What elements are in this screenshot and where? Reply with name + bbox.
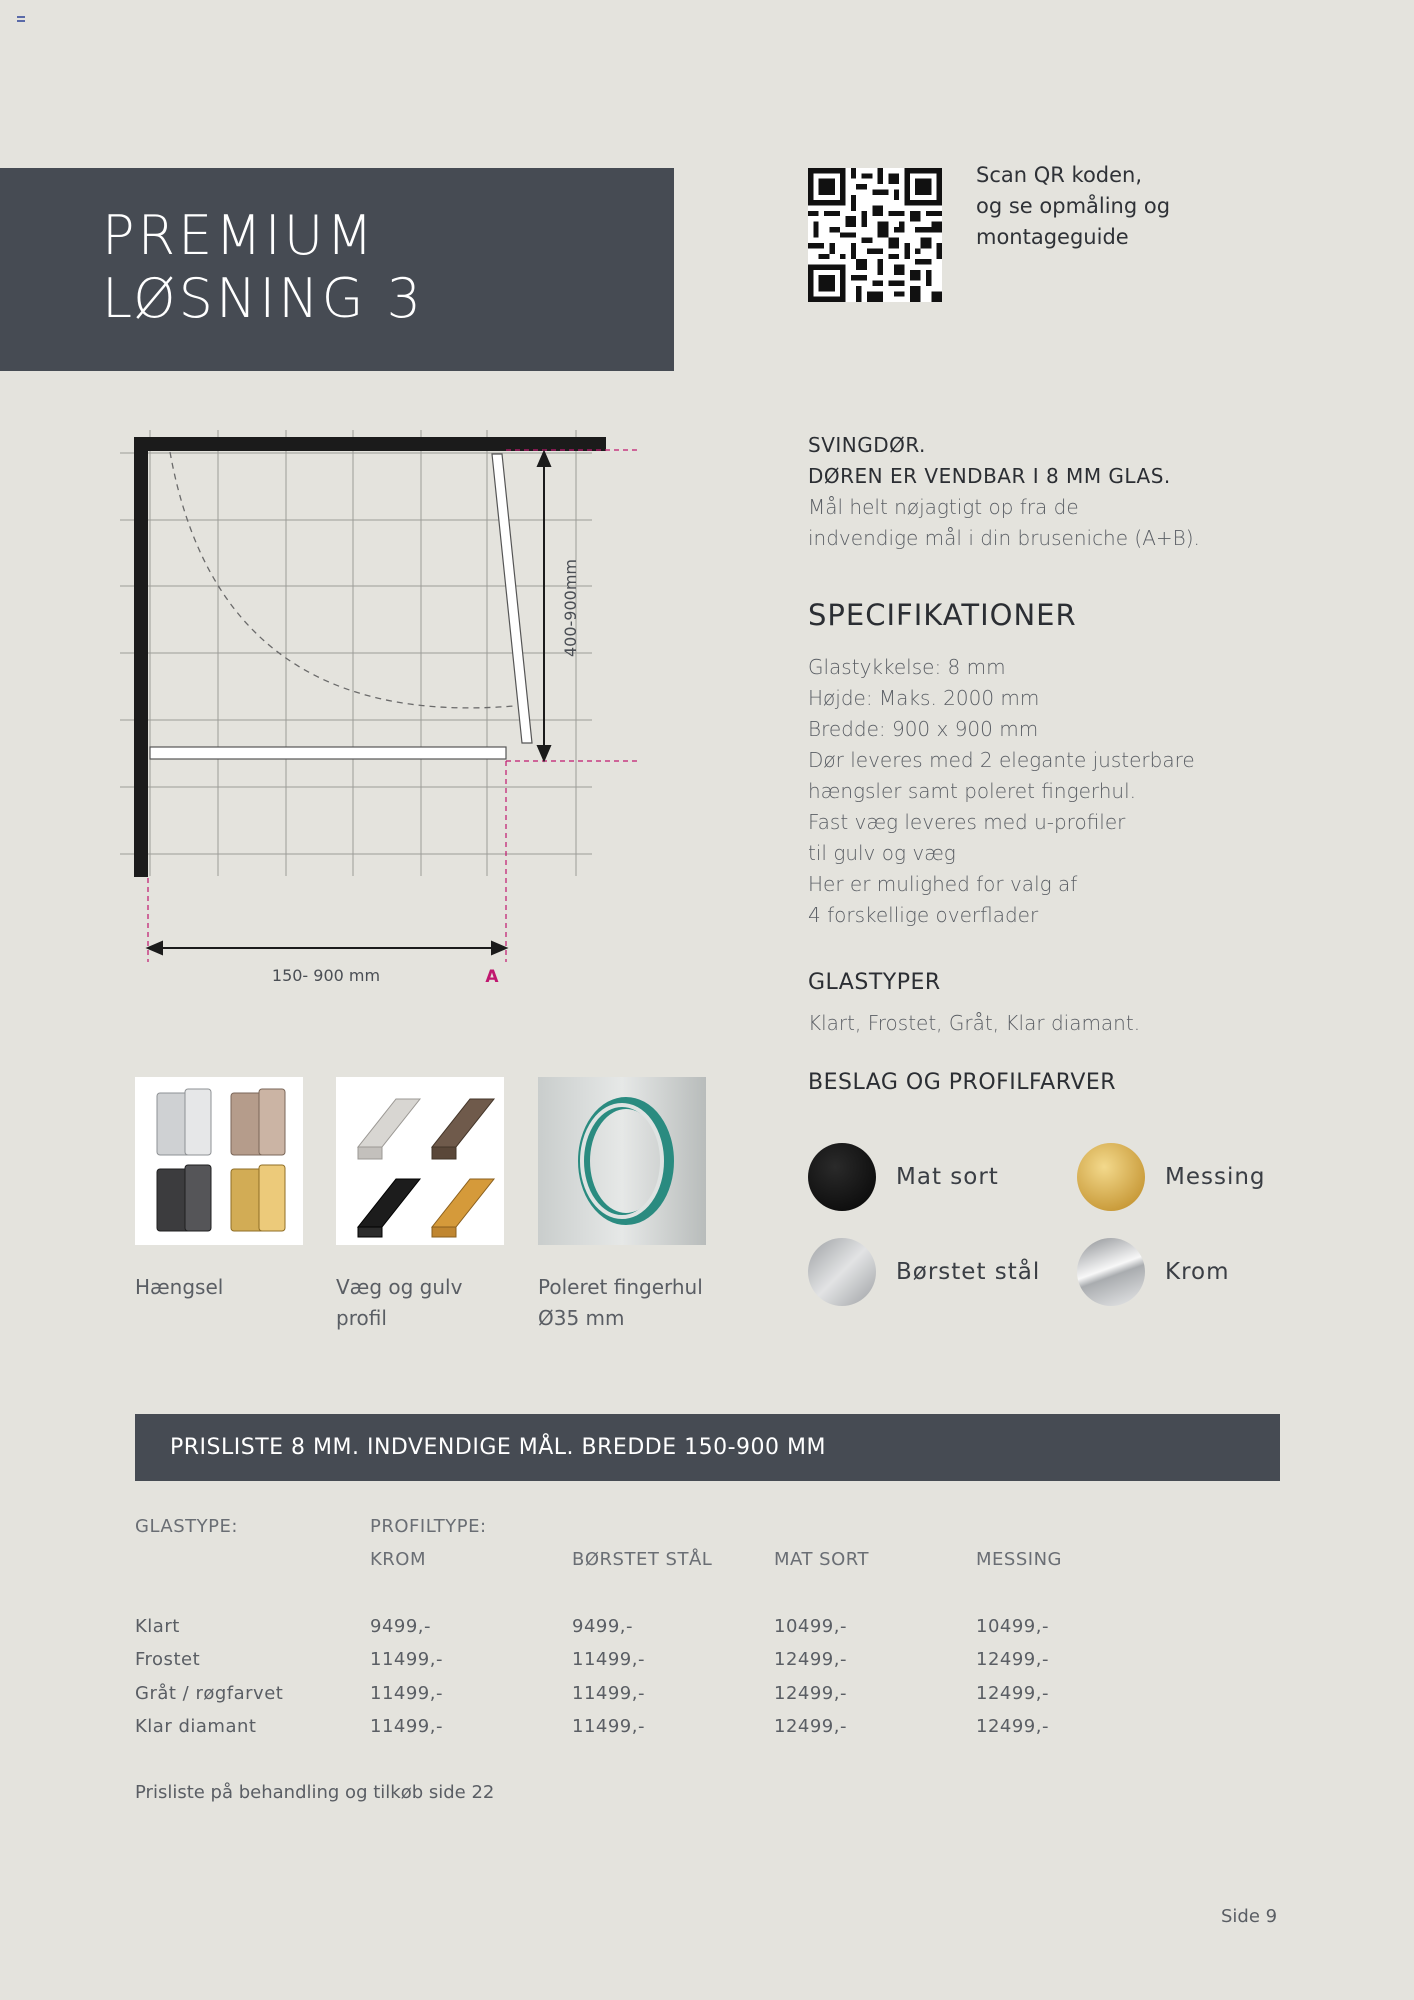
hinge-label: Hængsel xyxy=(135,1275,224,1299)
column-header: MESSING xyxy=(976,1549,1062,1570)
spec-line: Fast væg leveres med u-profiler xyxy=(808,810,1126,834)
specs-list xyxy=(808,652,1328,931)
brass-swatch-icon xyxy=(1077,1143,1145,1211)
finger-hole-label: Poleret fingerhul Ø35 mm xyxy=(538,1275,703,1330)
swatch-krom: Krom xyxy=(1077,1237,1230,1307)
spec-line: Bredde: 900 x 900 mm xyxy=(808,717,1039,741)
swatch-messing: Messing xyxy=(1077,1142,1266,1212)
swatch-borstet-staal: Børstet stål xyxy=(808,1237,1040,1307)
price-cell: 11499,- xyxy=(572,1716,645,1737)
spec-line: Højde: Maks. 2000 mm xyxy=(808,686,1040,710)
spec-line: hængsler samt poleret fingerhul. xyxy=(808,779,1137,803)
hinge-icon xyxy=(135,1077,303,1245)
price-cell: 10499,- xyxy=(976,1616,1049,1637)
qr-code-icon[interactable] xyxy=(808,168,942,302)
price-cell: 9499,- xyxy=(572,1616,634,1637)
price-cell: 12499,- xyxy=(976,1716,1049,1737)
fittings-heading: BESLAG OG PROFILFARVER xyxy=(808,1070,1117,1095)
price-footnote: Prisliste på behandling og tilkøb side 22 xyxy=(135,1782,495,1803)
measure-note-2: indvendige mål i din bruseniche (A+B). xyxy=(808,526,1200,550)
spec-line: til gulv og væg xyxy=(808,841,956,865)
spec-line: Dør leveres med 2 elegante justerbare xyxy=(808,748,1195,772)
row-glass-type: Gråt / røgfarvet xyxy=(135,1683,284,1704)
title-line-1: PREMIUM xyxy=(102,204,376,267)
price-cell: 11499,- xyxy=(370,1683,443,1704)
price-cell: 12499,- xyxy=(976,1649,1049,1670)
height-dimension-label: 400-900mm xyxy=(561,558,580,658)
specs-heading: SPECIFIKATIONER xyxy=(808,598,1077,632)
price-cell: 12499,- xyxy=(774,1683,847,1704)
u-profile-icon xyxy=(336,1077,504,1245)
finger-hole-icon xyxy=(538,1077,706,1245)
door-description xyxy=(808,430,1328,554)
price-cell: 11499,- xyxy=(370,1649,443,1670)
row-glass-type: Klart xyxy=(135,1616,180,1637)
title-line-2: LØSNING 3 xyxy=(102,267,425,330)
spec-line: 4 forskellige overflader xyxy=(808,903,1039,927)
column-header: KROM xyxy=(370,1549,427,1570)
price-cell: 11499,- xyxy=(572,1649,645,1670)
width-dimension-label: 150- 900 mm xyxy=(271,966,381,985)
price-cell: 12499,- xyxy=(774,1649,847,1670)
price-cell: 9499,- xyxy=(370,1616,432,1637)
price-cell: 11499,- xyxy=(572,1683,645,1704)
profile-label: Væg og gulv profil xyxy=(336,1275,463,1330)
shower-layout-diagram xyxy=(110,420,670,1000)
price-cell: 12499,- xyxy=(976,1683,1049,1704)
measure-note-1: Mål helt nøjagtigt op fra de xyxy=(808,495,1079,519)
title-banner xyxy=(0,168,674,371)
chrome-swatch-icon xyxy=(1077,1238,1145,1306)
row-glass-type: Klar diamant xyxy=(135,1716,257,1737)
corner-mark-icon xyxy=(17,16,25,23)
page-number: Side 9 xyxy=(1221,1906,1278,1927)
price-cell: 10499,- xyxy=(774,1616,847,1637)
qr-instructions: Scan QR koden, og se opmåling og montageguide xyxy=(976,163,1171,249)
column-header: MAT SORT xyxy=(774,1549,869,1570)
profile-type-header: PROFILTYPE: xyxy=(370,1516,487,1537)
glass-types-heading: GLASTYPER xyxy=(808,970,941,995)
brushed-steel-swatch-icon xyxy=(808,1238,876,1306)
price-cell: 11499,- xyxy=(370,1716,443,1737)
row-glass-type: Frostet xyxy=(135,1649,201,1670)
door-caption-1: SVINGDØR. xyxy=(808,433,926,457)
price-cell: 12499,- xyxy=(774,1716,847,1737)
swatch-mat-sort: Mat sort xyxy=(808,1142,999,1212)
glass-types-text: Klart, Frostet, Gråt, Klar diamant. xyxy=(808,1011,1141,1035)
black-swatch-icon xyxy=(808,1143,876,1211)
spec-line: Glastykkelse: 8 mm xyxy=(808,655,1006,679)
price-list-title: PRISLISTE 8 MM. INDVENDIGE MÅL. BREDDE 150-900 MM xyxy=(135,1414,1280,1481)
door-caption-2: DØREN ER VENDBAR I 8 MM GLAS. xyxy=(808,464,1171,488)
glass-type-header: GLASTYPE: xyxy=(135,1516,238,1537)
marker-a-label: A xyxy=(485,967,499,987)
spec-line: Her er mulighed for valg af xyxy=(808,872,1078,896)
column-header: BØRSTET STÅL xyxy=(572,1549,713,1570)
